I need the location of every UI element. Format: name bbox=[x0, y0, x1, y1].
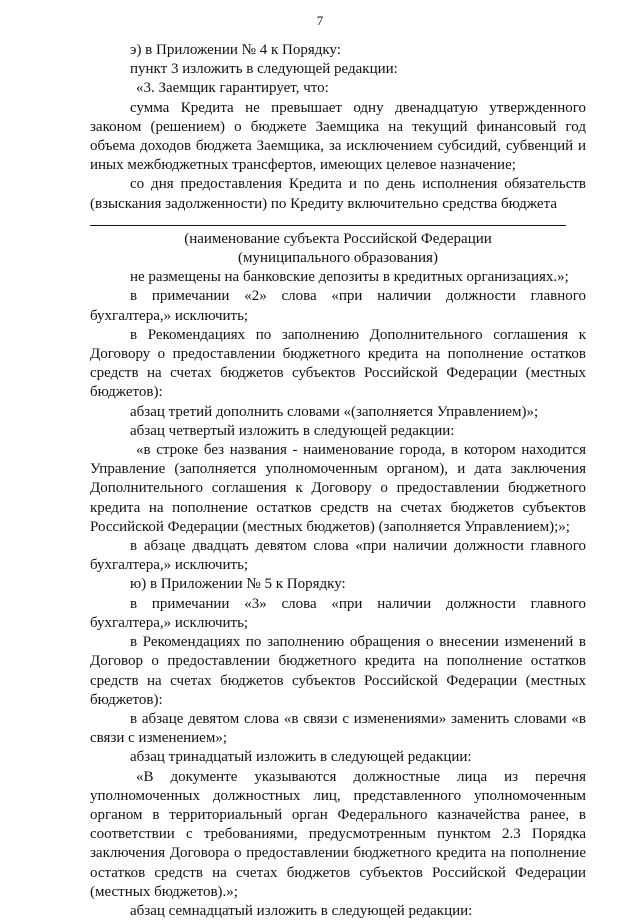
page-number: 7 bbox=[316, 13, 324, 28]
paragraph: сумма Кредита не превышает одну двенадцатую утвержденного законом (решением) о бюджете Заемщика на текущий финансовый год объема доходов бюджета Заемщика, за исключением субсидий, субвенций и иных межбюджетных трансфертов, имеющих целевое назначение; bbox=[90, 99, 586, 174]
paragraph: в примечании «3» слова «при наличии должности главного бухгалтера,» исключить; bbox=[90, 595, 586, 631]
paragraph: абзац семнадцатый изложить в следующей редакции: bbox=[130, 902, 473, 919]
paragraph: абзац тринадцатый изложить в следующей редакции: bbox=[130, 749, 472, 766]
paragraph: в примечании «2» слова «при наличии должности главного бухгалтера,» исключить; bbox=[90, 288, 586, 324]
caption-line: (муниципального образования) bbox=[238, 250, 438, 267]
paragraph: «В документе указываются должностные лица из перечня уполномоченных должностных лиц, представленного уполномоченным органом в территориальный орган Федерального казначейства ранее, в соответствии с требованиями, предусмотренным пунктом 2.3 Порядка заключения Договора о предоставлении бюджетного кредита на пополнение остатков средств на счетах бюджетов субъектов Российской Федерации (местных бюджетов).»; bbox=[90, 768, 586, 900]
paragraph: со дня предоставления Кредита и по день исполнения обязательств (взыскания задолженности) по Кредиту включительно средства бюджета bbox=[90, 176, 586, 212]
paragraph: не размещены на банковские депозиты в кредитных организациях.»; bbox=[130, 269, 569, 286]
paragraph: «в строке без названия - наименование города, в котором находится Управление (заполняется уполномоченным органом), и дата заключения Дополнительного соглашения к Договору о предоставлении бюджетного кредита на пополнение остатков средств на счетах бюджетов субъектов Российской Федерации (местных бюджетов) (заполняется Управлением);»; bbox=[90, 442, 586, 535]
caption-line: (наименование субъекта Российской Федерации bbox=[184, 230, 492, 247]
paragraph: в абзаце двадцать девятом слова «при наличии должности главного бухгалтера,» исключить; bbox=[90, 538, 586, 574]
paragraph: «3. Заемщик гарантирует, что: bbox=[136, 80, 329, 97]
paragraph: пункт 3 изложить в следующей редакции: bbox=[130, 61, 398, 78]
paragraph: абзац четвертый изложить в следующей редакции: bbox=[130, 422, 455, 439]
document-body bbox=[90, 41, 586, 921]
paragraph: ю) в Приложении № 5 к Порядку: bbox=[130, 576, 346, 593]
paragraph: абзац третий дополнить словами «(заполняется Управлением)»; bbox=[130, 403, 539, 420]
blank-fill-line bbox=[90, 225, 566, 226]
paragraph: в Рекомендациях по заполнению Дополнительного соглашения к Договору о предоставлении бюджетного кредита на пополнение остатков средств на счетах бюджетов субъектов Российской Федерации (местных бюджетов): bbox=[90, 326, 586, 401]
paragraph: в Рекомендациях по заполнению обращения о внесении изменений в Договор о предоставлении бюджетного кредита на пополнение остатков средств на счетах бюджетов субъектов Российской Федерации (местных бюджетов): bbox=[90, 634, 586, 708]
paragraph: э) в Приложении № 4 к Порядку: bbox=[130, 42, 341, 58]
paragraph: в абзаце девятом слова «в связи с изменениями» заменить словами «в связи с изменением»; bbox=[90, 710, 586, 747]
